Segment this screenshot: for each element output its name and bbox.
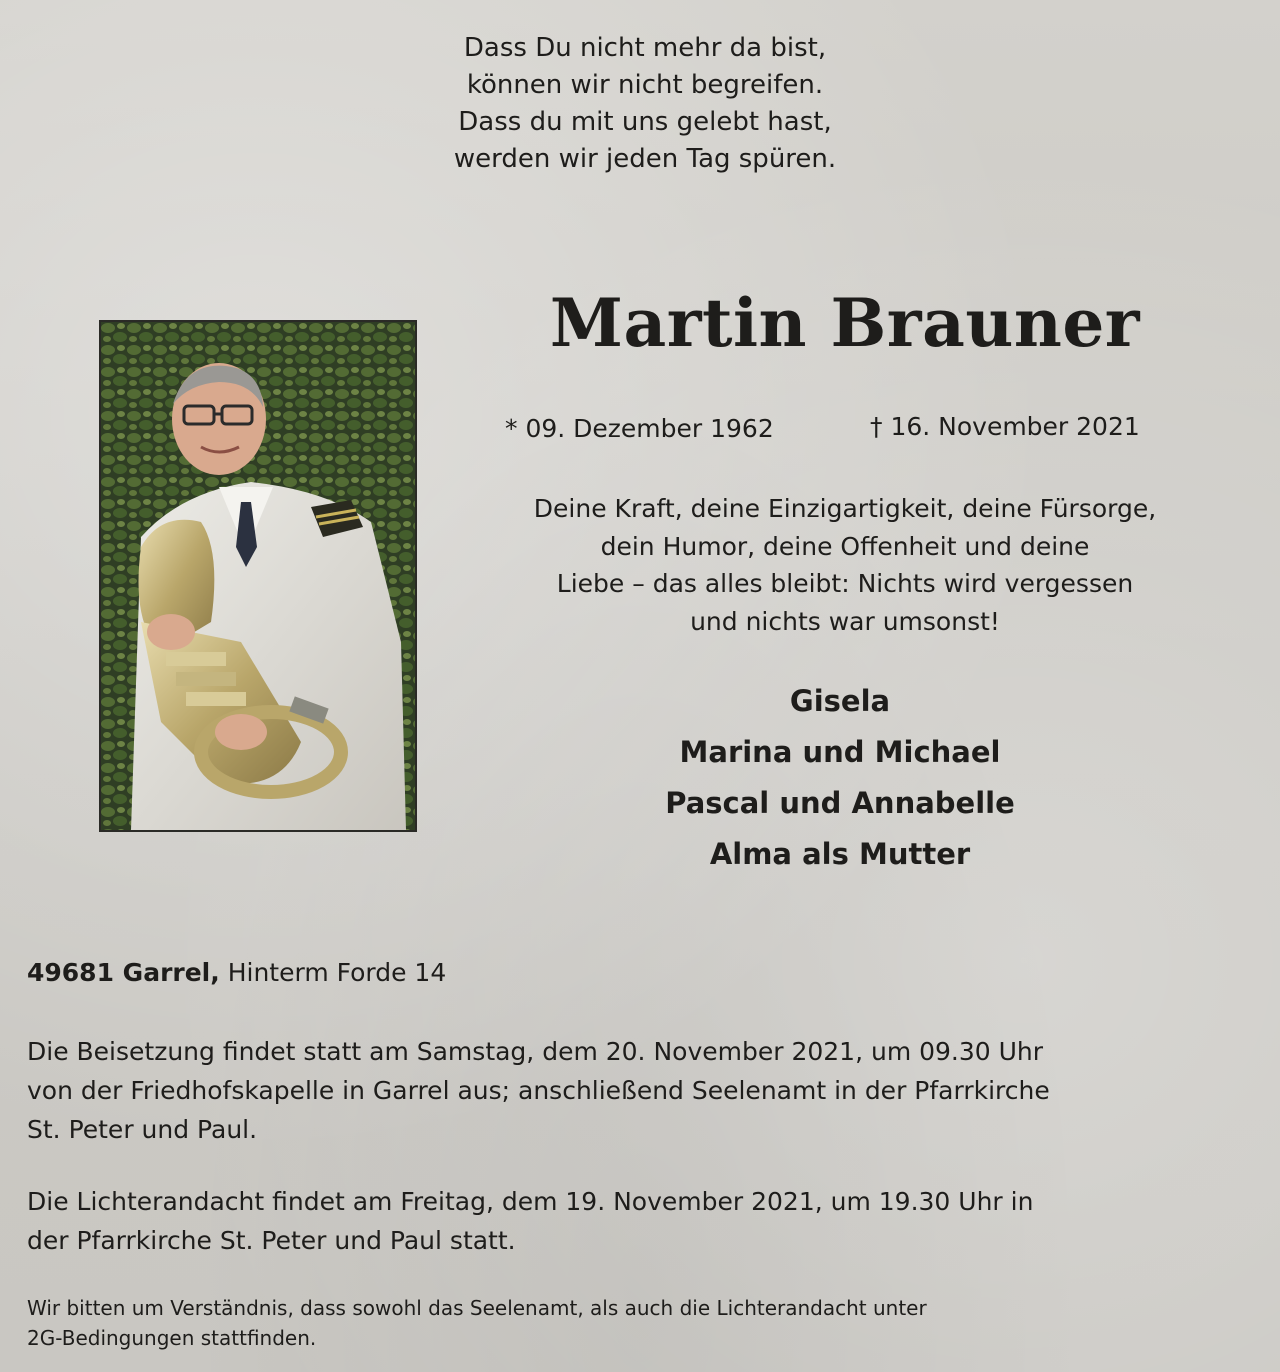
funeral-line: St. Peter und Paul. bbox=[27, 1115, 258, 1144]
tribute-line: Deine Kraft, deine Einzigartigkeit, deine Fürsorge, bbox=[533, 494, 1157, 523]
tribute-line: dein Humor, deine Offenheit und deine bbox=[600, 531, 1090, 561]
memorial-verse bbox=[380, 30, 910, 178]
funeral-line: von der Friedhofskapelle in Garrel aus; anschließend Seelenamt in der Pfarrkirche bbox=[27, 1076, 1050, 1105]
mourner-name: Alma als Mutter bbox=[709, 837, 971, 871]
vigil-line: der Pfarrkirche St. Peter und Paul statt. bbox=[27, 1226, 516, 1255]
deceased-name: Martin Brauner bbox=[549, 284, 1141, 362]
tribute-line: und nichts war umsonst! bbox=[690, 606, 1000, 636]
funeral-info bbox=[27, 1032, 1267, 1149]
birth-date: * 09. Dezember 1962 bbox=[505, 414, 774, 443]
tribute-text bbox=[440, 490, 1250, 640]
verse-line: Dass du mit uns gelebt hast, bbox=[458, 107, 832, 137]
mourner-name: Marina und Michael bbox=[679, 735, 1001, 769]
notice-line: 2G-Bedingungen stattfinden. bbox=[27, 1326, 317, 1350]
vigil-line: Die Lichterandacht findet am Freitag, dem 19. November 2021, um 19.30 Uhr in bbox=[27, 1187, 1034, 1216]
tribute-line: Liebe – das alles bleibt: Nichts wird vergessen bbox=[556, 569, 1134, 598]
mourner-name: Pascal und Annabelle bbox=[665, 786, 1015, 820]
death-date: † 16. November 2021 bbox=[870, 412, 1140, 441]
notice-line: Wir bitten um Verständnis, dass sowohl das Seelenamt, als auch die Lichterandacht unter bbox=[27, 1296, 927, 1320]
portrait-photo bbox=[99, 320, 417, 832]
vigil-info bbox=[27, 1182, 1267, 1260]
funeral-line: Die Beisetzung findet statt am Samstag, dem 20. November 2021, um 09.30 Uhr bbox=[27, 1037, 1044, 1066]
address-city: 49681 Garrel, bbox=[27, 958, 220, 987]
covid-notice bbox=[27, 1293, 1267, 1353]
verse-line: können wir nicht begreifen. bbox=[466, 70, 824, 100]
address-street: Hinterm Forde 14 bbox=[227, 958, 447, 987]
verse-line: werden wir jeden Tag spüren. bbox=[453, 144, 837, 174]
family-address bbox=[27, 958, 446, 987]
mourners-list bbox=[560, 676, 1120, 880]
verse-line: Dass Du nicht mehr da bist, bbox=[463, 33, 827, 63]
mourner-name: Gisela bbox=[789, 684, 891, 718]
